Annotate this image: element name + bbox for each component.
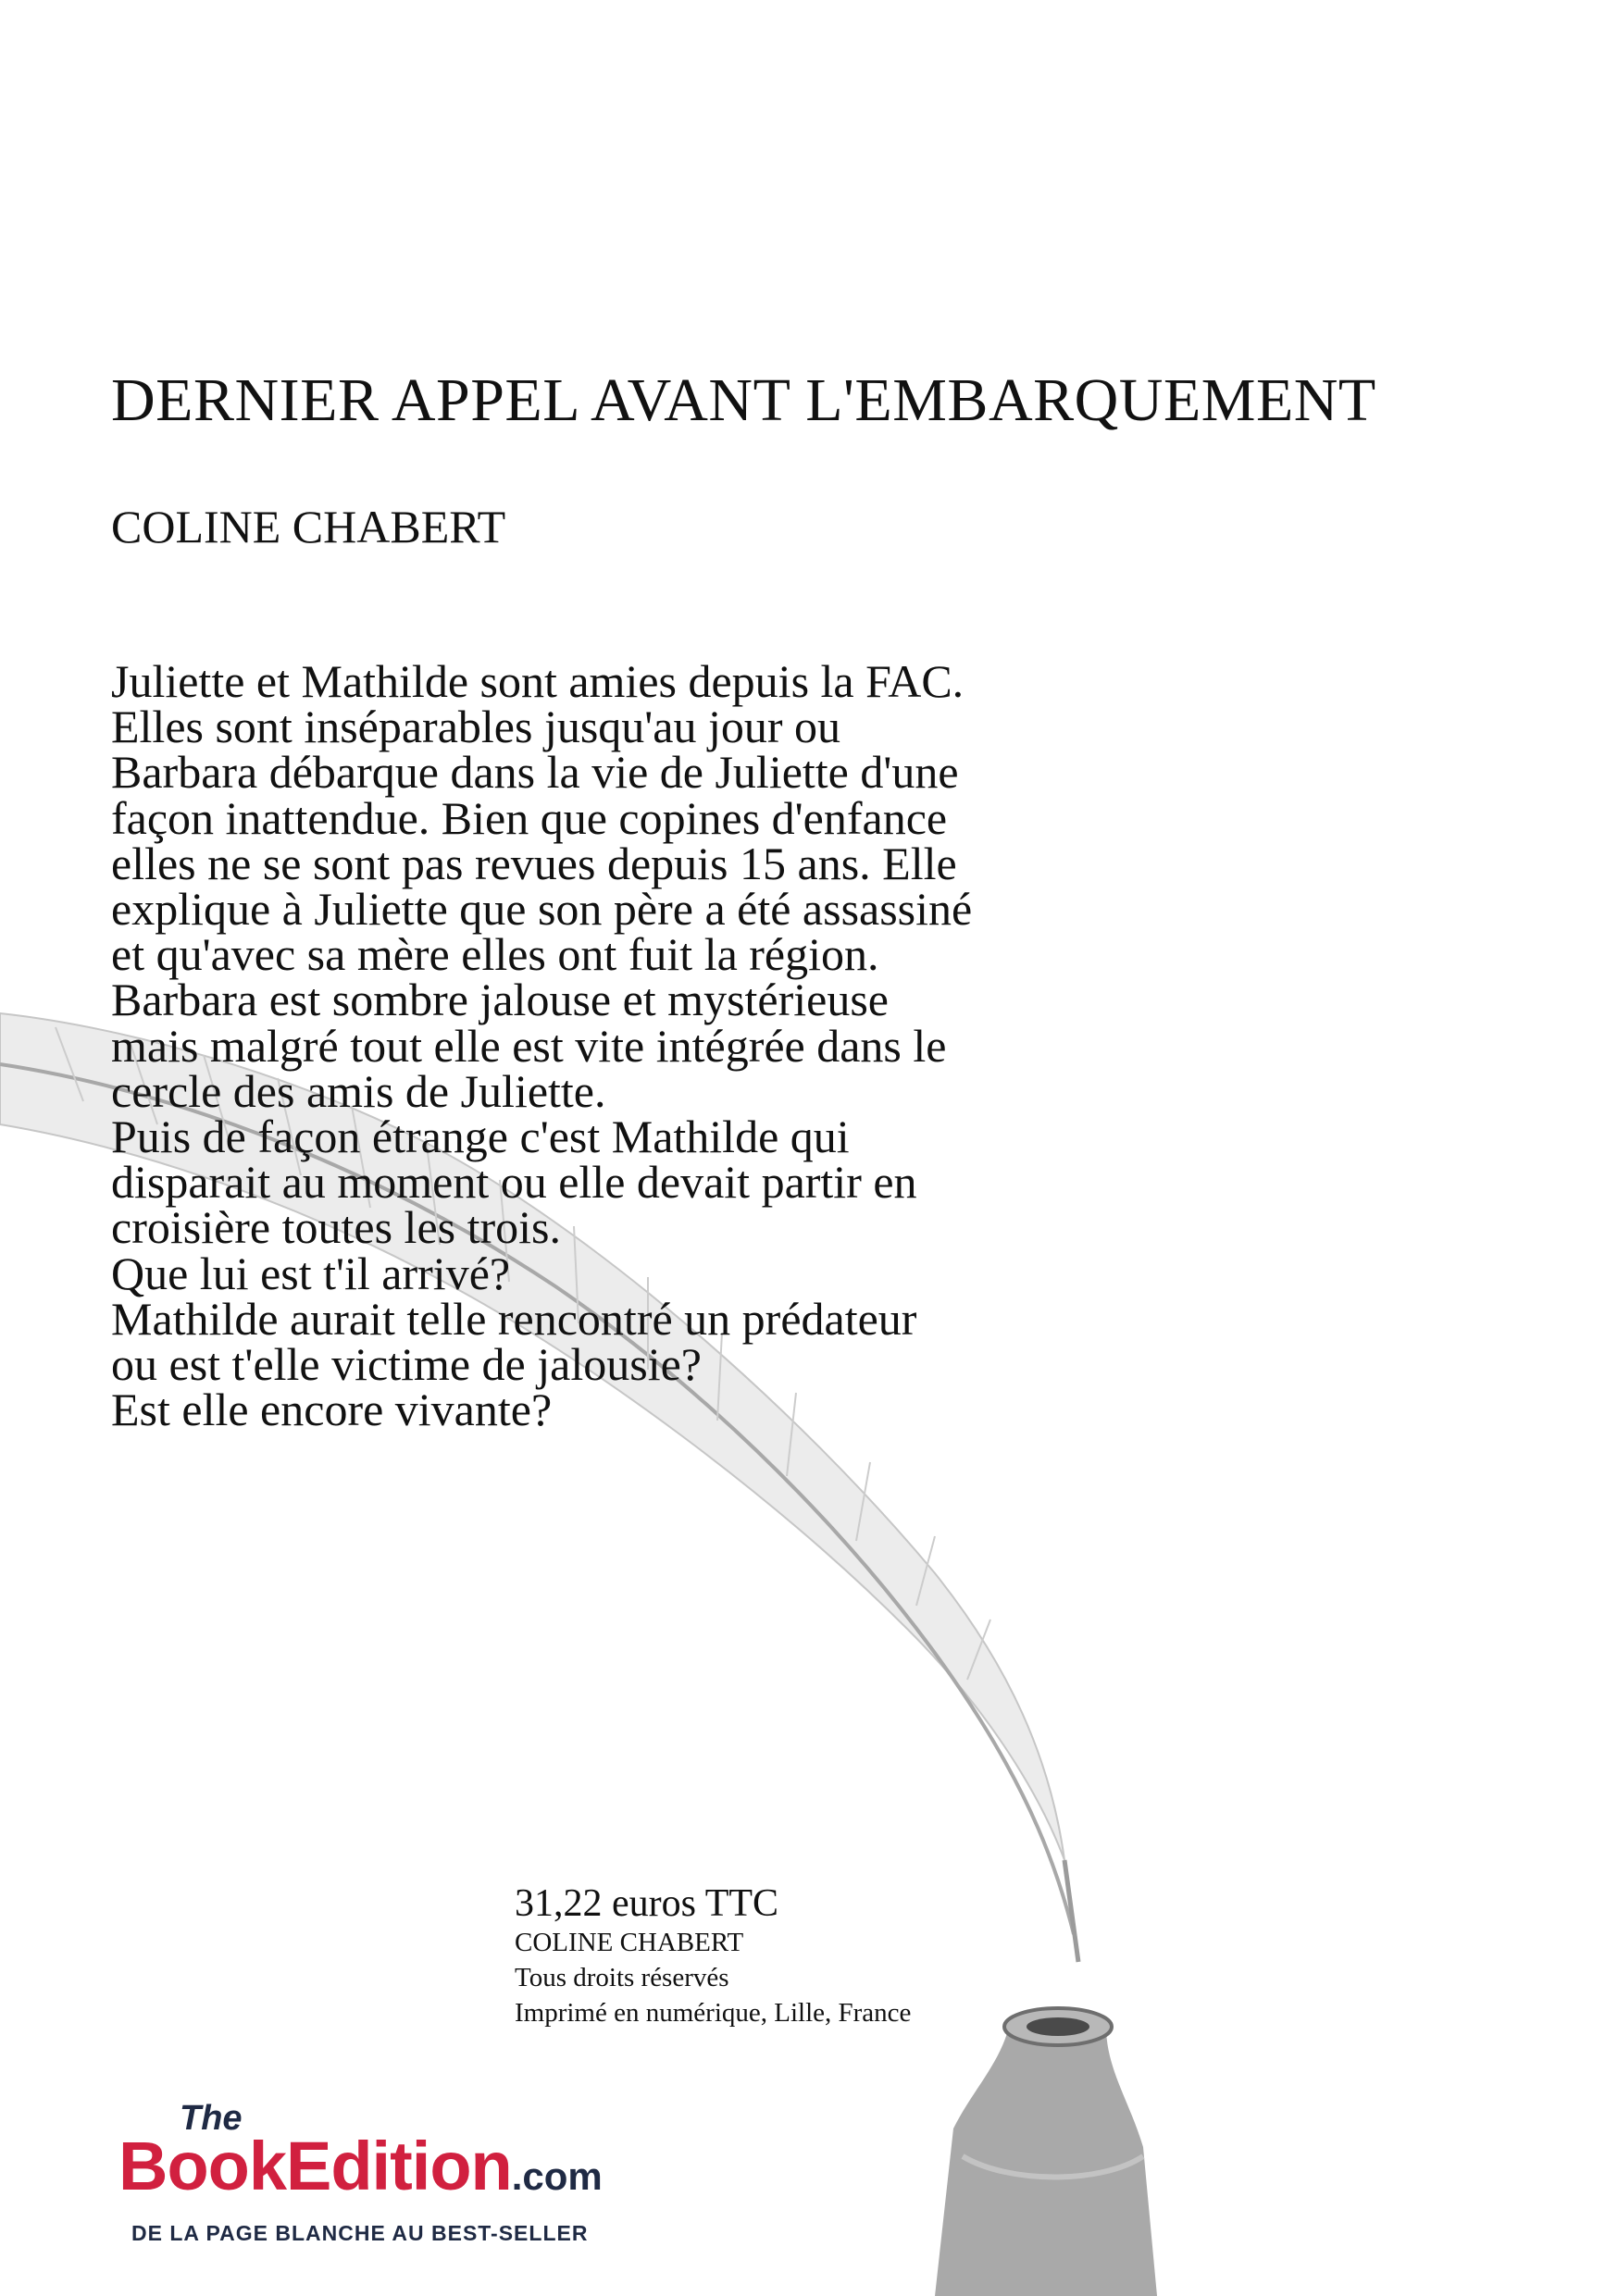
book-title: DERNIER APPEL AVANT L'EMBARQUEMENT [111, 366, 1376, 434]
synopsis-line: Puis de façon étrange c'est Mathilde qui [111, 1111, 850, 1163]
publisher-logo-the: The [180, 2099, 243, 2138]
inkwell-icon [935, 2008, 1157, 2296]
price-label: 31,22 euros TTC [515, 1882, 779, 1925]
synopsis-line: mais malgré tout elle est vite intégrée dans le [111, 1019, 947, 1072]
synopsis-line: Que lui est t'il arrivé? [111, 1247, 511, 1299]
synopsis-line: Barbara est sombre jalouse et mystérieuse [111, 974, 889, 1026]
synopsis-line: disparait au moment ou elle devait partir en [111, 1156, 917, 1209]
synopsis-line: Elles sont inséparables jusqu'au jour ou [111, 701, 841, 753]
synopsis-line: ou est t'elle victime de jalousie? [111, 1338, 702, 1391]
rights-notice: Tous droits réservés [515, 1963, 729, 1992]
synopsis-line: explique à Juliette que son père a été assassiné [111, 883, 973, 936]
author-name: COLINE CHABERT [111, 501, 506, 552]
synopsis-text [111, 655, 1407, 1436]
synopsis-line: Est elle encore vivante? [111, 1384, 553, 1436]
synopsis-line: Juliette et Mathilde sont amies depuis la FAC. [111, 655, 965, 707]
publisher-logo-name: BookEdition [118, 2128, 512, 2204]
print-location: Imprimé en numérique, Lille, France [515, 1998, 912, 2028]
publisher-tagline: DE LA PAGE BLANCHE AU BEST-SELLER [131, 2221, 589, 2245]
synopsis-line: et qu'avec sa mère elles ont fuit la région. [111, 928, 879, 981]
colophon [515, 1882, 911, 2030]
synopsis-line: croisière toutes les trois. [111, 1201, 561, 1254]
synopsis-line: Mathilde aurait telle rencontré un prédateur [111, 1292, 917, 1345]
publisher-logo-wordmark [118, 2127, 603, 2205]
synopsis-line: façon inattendue. Bien que copines d'enfance [111, 791, 948, 844]
synopsis-line: cercle des amis de Juliette. [111, 1064, 606, 1117]
colophon-author: COLINE CHABERT [515, 1928, 744, 1957]
synopsis-line: elles ne se sont pas revues depuis 15 ans. Elle [111, 837, 957, 889]
publisher-logo-domain: .com [511, 2154, 603, 2198]
synopsis-line: Barbara débarque dans la vie de Juliette d'une [111, 746, 959, 799]
